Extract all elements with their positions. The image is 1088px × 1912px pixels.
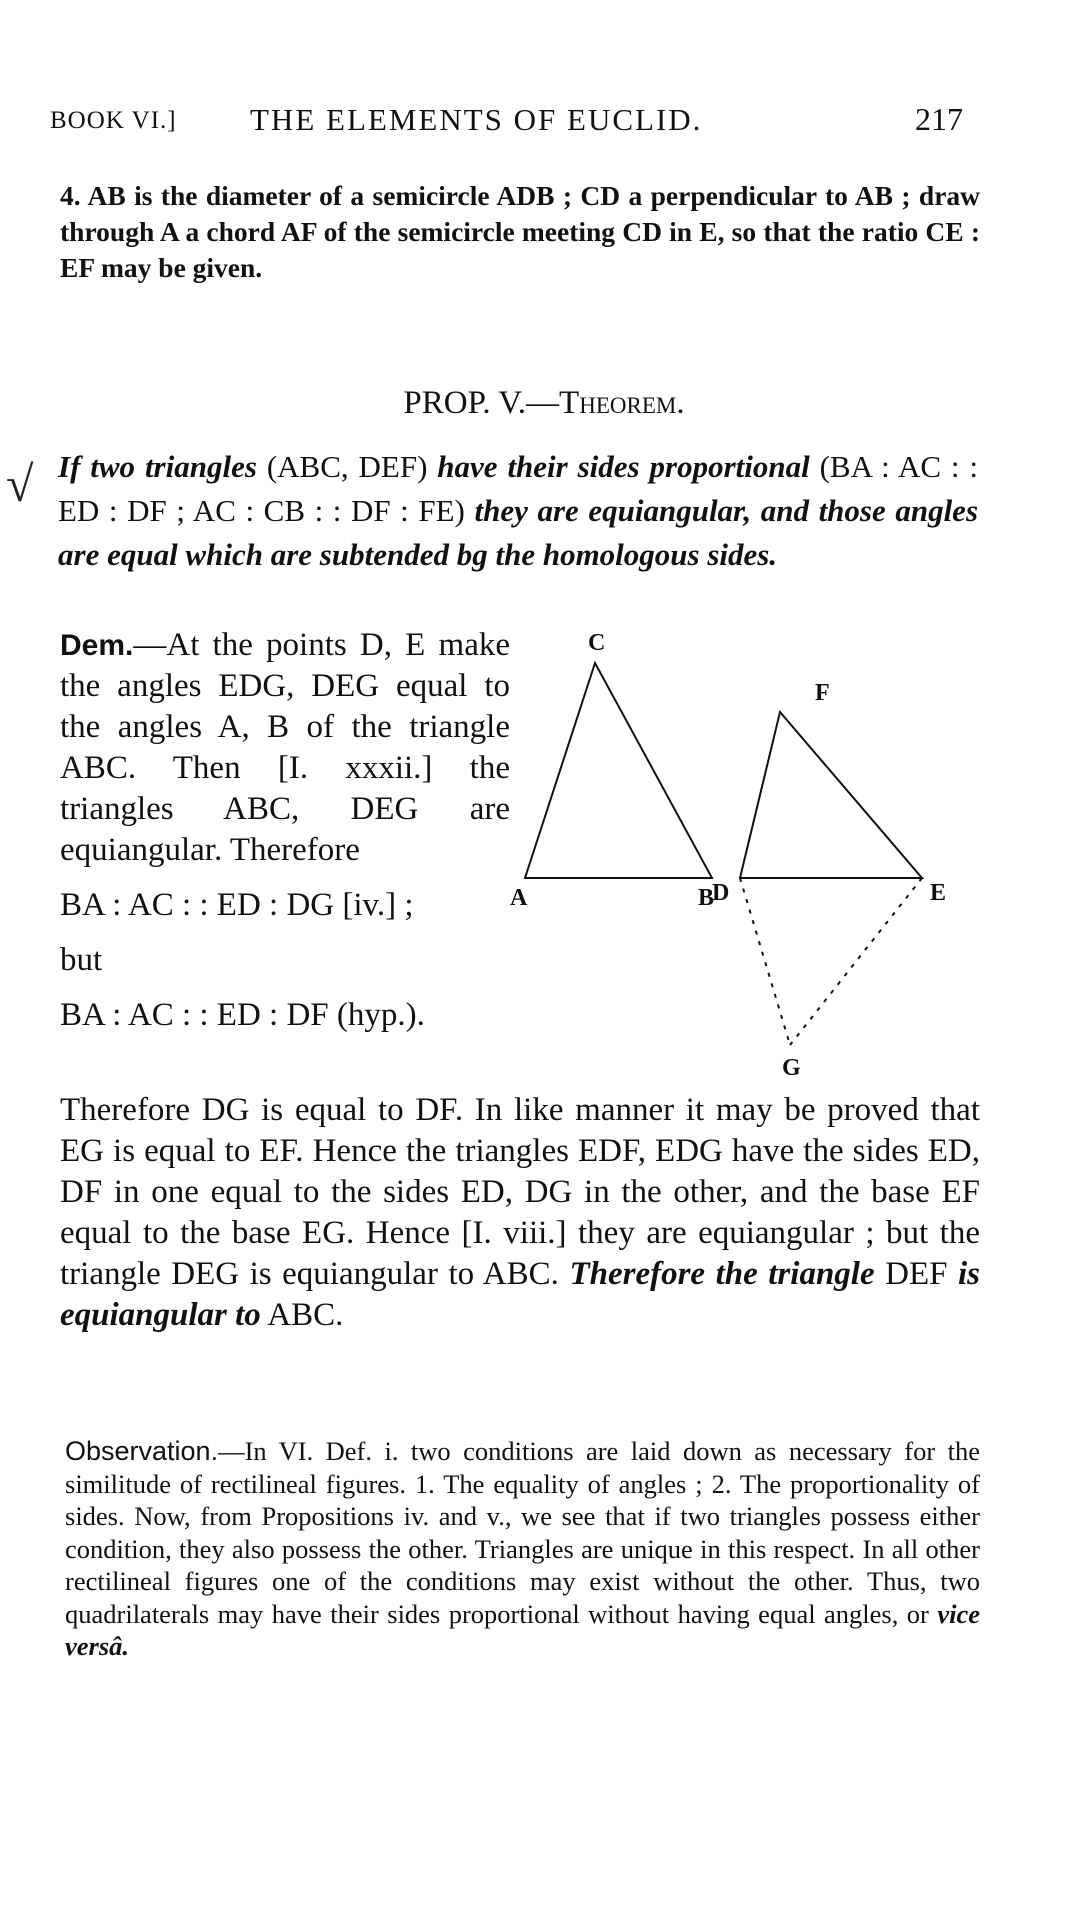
conclusion-end: ABC.	[267, 1297, 344, 1333]
conclusion-italic-1: Therefore the triangle	[569, 1256, 875, 1292]
theorem-part-1: If two triangles	[58, 449, 257, 484]
dashed-dg	[740, 878, 790, 1045]
dem-text: —At the points D, E make the angles EDG, DEG equal to the angles A, B of the triangle ABC. Then [I. xxxii.] the triangles ABC, DEG are equiangular. Therefore	[60, 627, 510, 868]
header-title: THE ELEMENTS OF EUCLID.	[250, 102, 703, 137]
conclusion-italic-2: is equiangular to	[60, 1256, 980, 1333]
dem-line-1: BA : AC : : ED : DG [iv.] ;	[60, 887, 414, 923]
triangle-figure	[490, 620, 1010, 1090]
exercise-number: 4.	[60, 180, 81, 211]
exercise-4	[60, 178, 980, 286]
triangle-def	[740, 712, 922, 878]
triangle-abc	[525, 663, 712, 878]
dashed-eg	[790, 878, 922, 1045]
header-book: BOOK VI.]	[50, 107, 177, 134]
proposition-heading	[0, 385, 1088, 422]
theorem-statement	[58, 445, 978, 577]
label-g: G	[782, 1055, 801, 1081]
dem-line-2: but	[60, 942, 103, 978]
continuation-text: Therefore DG is equal to DF. In like manner it may be proved that EG is equal to EF. Hence the triangles EDF, EDG have the sides ED, DF in one equal to the sides ED, DG in the other, and the base EF equal to the base EG. Hence [I. viii.] they are equiangular ; but the triangle DEG is equiangular to ABC.	[60, 1092, 980, 1292]
check-mark-icon: √	[6, 456, 34, 512]
label-d: D	[712, 880, 730, 906]
prop-number: PROP. V.—	[403, 385, 560, 421]
exercise-text: AB is the diameter of a semicircle ADB ; CD a perpendicular to AB ; draw through A a chord AF of the semicircle meeting CD in E, so that the ratio CE : EF may be given.	[60, 180, 981, 283]
theorem-part-2: (ABC, DEF)	[266, 449, 428, 484]
label-c: C	[588, 630, 606, 656]
theorem-part-4: (BA : AC : : ED : DF ; AC : CB : : DF : FE)	[58, 449, 979, 528]
observation	[65, 1435, 980, 1663]
dem-line-3: BA : AC : : ED : DF (hyp.).	[60, 997, 425, 1033]
theorem-part-5: they are equiangular, and those angles are equal which are subtended bg the homologous sides.	[58, 493, 979, 572]
observation-text: —In VI. Def. i. two conditions are laid down as necessary for the similitude of rectilineal figures. 1. The equality of angles ; 2. The proportionality of sides. Now, from Propositions iv. and v., we see that if two triangles possess either condition, they also possess the other. Triangles are unique in this respect. In all other rectilineal figures one of the conditions may exist without the other. Thus, two quadrilaterals may have their sides proportional without having equal angles, or	[65, 1436, 980, 1629]
observation-lead: Observation.	[65, 1436, 219, 1466]
page-number: 217	[915, 101, 963, 137]
label-e: E	[930, 880, 947, 906]
label-a: A	[510, 885, 528, 911]
observation-italic-end: vice versâ.	[65, 1598, 981, 1661]
theorem-part-3: have their sides proportional	[437, 449, 810, 484]
demonstration	[60, 625, 510, 1036]
prop-kind: Theorem.	[559, 385, 685, 421]
proof-continuation	[60, 1090, 980, 1336]
conclusion-mid: DEF	[885, 1256, 948, 1292]
label-f: F	[815, 680, 830, 706]
label-b: B	[698, 885, 715, 911]
dem-lead: Dem.	[60, 629, 134, 662]
